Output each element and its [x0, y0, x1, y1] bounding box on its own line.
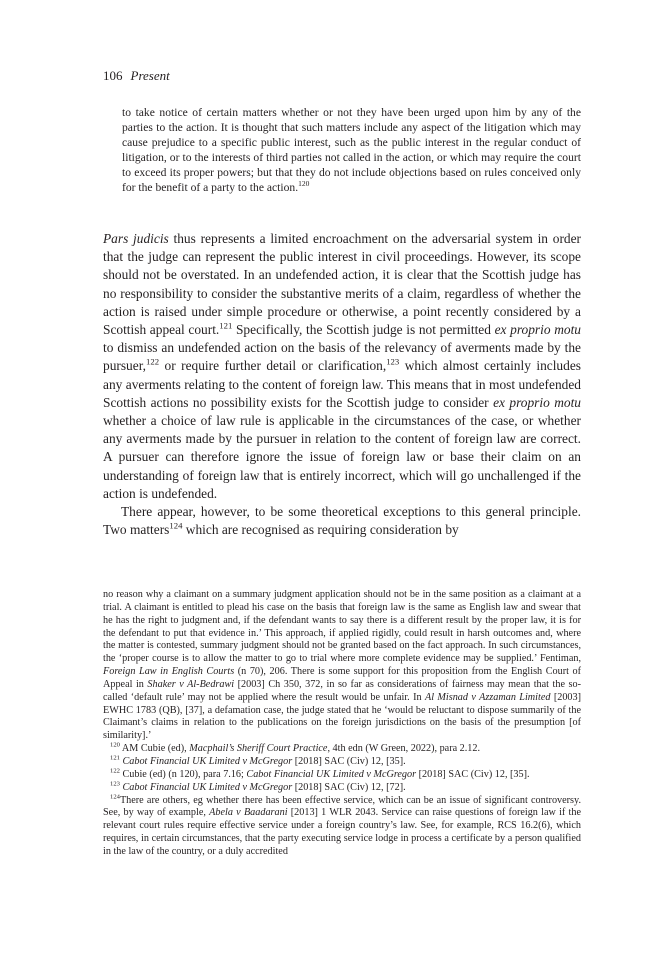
footnote-122: $^{122}$ Cubie (ed) (n 120), para 7.16; Cabot Financial UK Limited v McGregor [2018] SAC (Civ) 12, [35].	[110, 767, 530, 780]
running-title: Present	[130, 68, 170, 83]
body-text	[103, 230, 581, 539]
quote-text: to take notice of certain matters whether or not they have been urged upon him by any of the parties to the action. It is thought that such matters include any aspect of the litigation which may cause prejudice to a specific public interest, such as the public interest in the regular conduct of litigation, or to the interests of third parties not called in the action, or which may require the court to exceed its proper powers; but that they do not include objections based on rules conceived only for the benefit of a party to the action.	[122, 106, 581, 195]
block-quote	[122, 105, 581, 196]
body-paragraph-2: There appear, however, to be some theoretical exceptions to this general principle. Two matters$^{124}$ which are recognised as requiring consideration by	[103, 504, 581, 538]
footnote-ref-122[interactable]: 122	[145, 356, 160, 367]
footnotes	[103, 589, 581, 859]
running-header	[103, 68, 170, 84]
footnote-121: $^{121}$ Cabot Financial UK Limited v McGregor [2018] SAC (Civ) 12, [35].	[110, 754, 406, 767]
footnote-continued: no reason why a claimant on a summary judgment application should not be in the same position as a claimant at a trial. A claimant is entitled to plead his case on the basis that foreign law is the same as English law and swear that he has the right to judgment and, if the defendant wants to say there is a different result by the proper law, it is for the defendant to put that evidence in.’ This approach, if applied rigidly, could result in harsh outcomes and, where the matter is contested, summary judgment should not be granted based on the fact approach. In such circumstances, the ‘proper course is to allow the matter to go to trial where more complete evidence may be supplied.’ Fentiman, Foreign Law in English Courts (n 70), 206. There is some support for this proposition from the English Court of Appeal in Shaker v Al-Bedrawi [2003] Ch 350, 372, in so far as considerations of fairness may mean that the so-called ‘default rule’ may not be applied where the result would be unfair. In Al Misnad v Azzaman Limited [2003] EWHC 1783 (QB), [37], a defamation case, the judge stated that he ‘would be reluctant to dispose summarily of the Claimant’s claims in relation to the publications on the foreign jurisdictions on the basis of the presumption [of similarity].’	[103, 589, 582, 742]
footnote-ref-121[interactable]: 121	[219, 320, 233, 331]
footnote-124: $^{124}$There are others, eg whether there has been effective service, which can be an issue of significant controversy. See, by way of example, Abela v Baadarani [2013] 1 WLR 2043. Service can raise questions of foreign law if the relevant court rules require effective service under a foreign country’s law. See, for example, RCS 16.2(6), which requires, in certain circumstances, that the party executing service lodge in process a certificate by a person qualified in the law of the country, or a duly accredited	[103, 793, 581, 857]
body-paragraph-1: Pars judicis thus represents a limited encroachment on the adversarial system in order that the judge can represent the public interest in civil proceedings. However, its scope should not be overstated. In an undefended action, it is clear that the Scottish judge has no responsibility to consider the substantive merits of a claim, regardless of whether the action is raised under simple procedure or otherwise, a point recently considered by a Scottish appeal court.$^{121}$ Specifically, the Scottish judge is not permitted ex proprio motu to dismiss an undefended action on the basis of the relevancy of averments made by the pursuer,$^{122}$ or require further detail or clarification,$^{123}$ which almost certainly includes any averments relating to the content of foreign law. This means that in most undefended Scottish actions no possibility exists for the Scottish judge to consider ex proprio motu whether a choice of law rule is applicable in the circumstances of the case, or whether any averments made by the pursuer in relation to the content of foreign law are correct. A pursuer can therefore ignore the issue of foreign law or base their claim on an understanding of foreign law that is entirely incorrect, which will go unchallenged if the action is undefended.	[103, 231, 581, 501]
footnote-ref-124[interactable]: 124	[169, 520, 183, 531]
page-number: 106	[103, 68, 123, 83]
footnote-ref-123[interactable]: 123	[386, 356, 400, 367]
footnote-123: $^{123}$ Cabot Financial UK Limited v McGregor [2018] SAC (Civ) 12, [72].	[110, 780, 406, 793]
footnote-120: $^{120}$ AM Cubie (ed), Macphail’s Sheriff Court Practice, 4th edn (W Green, 2022), para 2.12.	[110, 741, 481, 755]
footnote-ref-120[interactable]: 120	[298, 179, 310, 189]
